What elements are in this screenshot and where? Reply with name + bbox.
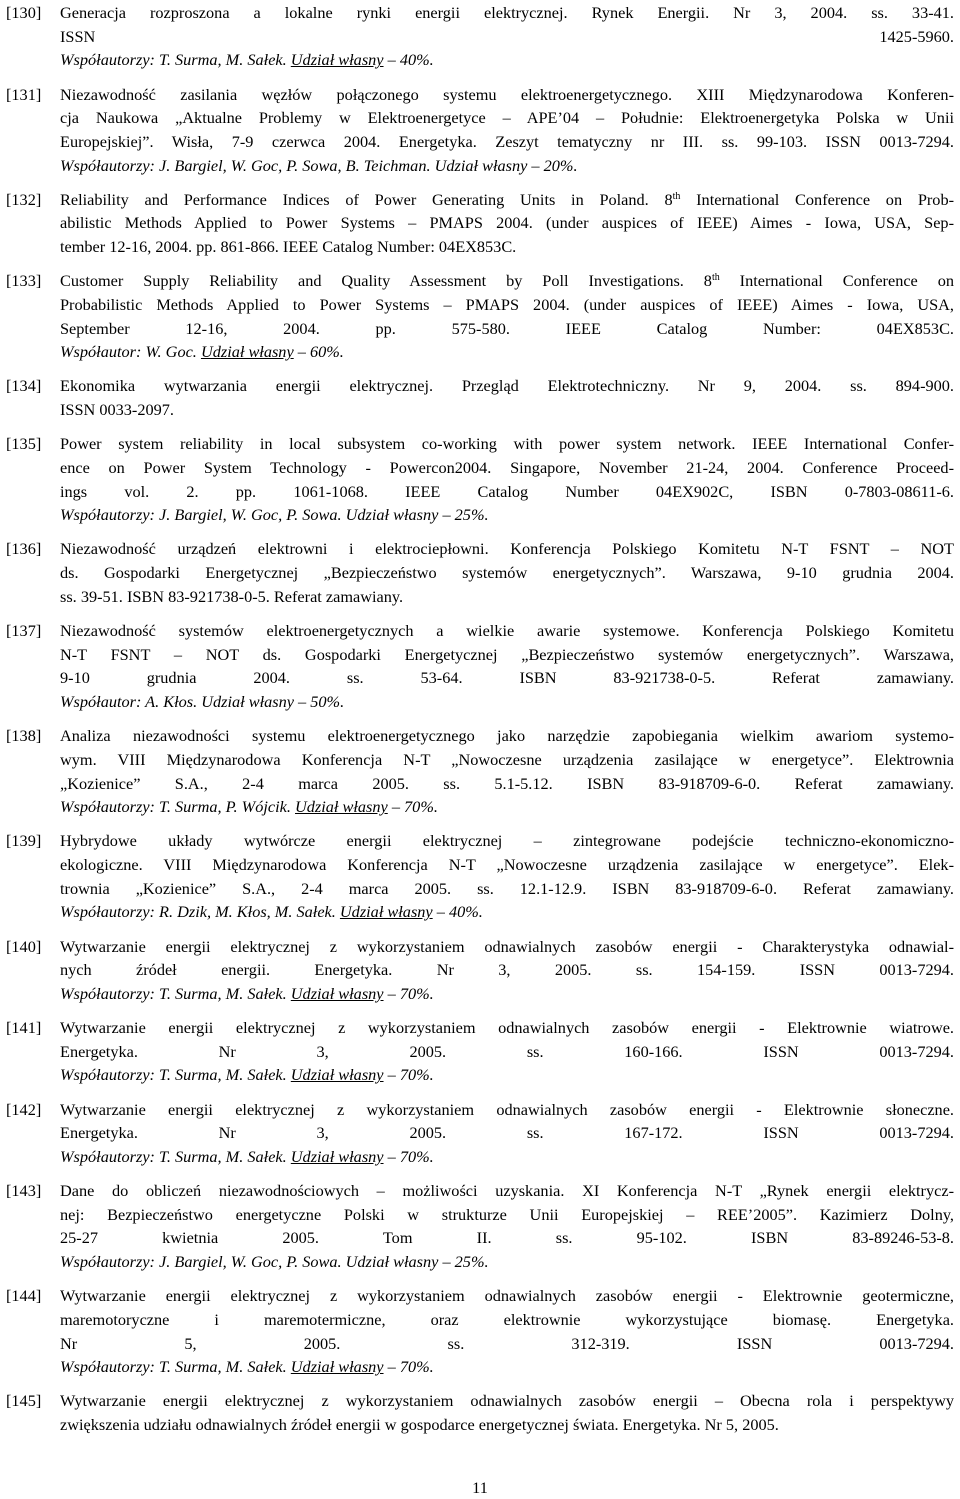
reference-text-segment: 9-10 grudnia 2004. ss. 53-64. ISBN 83-921738-0-5. Referat zamawiany. [60,668,954,688]
reference-entry [6,1,954,72]
reference-text-segment: Nr 5, 2005. ss. 312-319. ISSN 0013-7294. [60,1333,954,1353]
reference-text-segment: ISSN 1425-5960. [60,26,954,46]
reference-line [60,982,954,1006]
reference-text-segment: – 70%. [383,983,434,1003]
own-share-label: Udział własny [200,342,294,362]
reference-text-segment: Power system reliability in local subsystem co-working with power system network. IEEE International Confer- [60,434,954,454]
reference-line [60,1250,954,1274]
reference-text-segment: nej: Bezpieczeństwo energetyczne Polski w strukturze Unii Europejskiej – REE’2005”. Kazimierz Dolny, [60,1204,954,1224]
reference-line [60,537,954,561]
reference-text [60,829,954,924]
reference-line [60,1332,954,1356]
reference-line [60,1284,954,1308]
reference-text-segment: Reliability and Performance Indices of Power Generating Units in Poland. 8 [60,189,673,209]
reference-number: [137] [6,620,42,640]
reference-line [60,958,954,982]
reference-text-segment: Generacja rozproszona a lokalne rynki energii elektrycznej. Rynek Energii. Nr 3, 2004. ss. 33-41. [60,3,954,22]
reference-text [60,724,954,819]
reference-entry [6,1284,954,1379]
reference-entry [6,188,954,259]
reference-text-segment: ss. 39-51. ISBN 83-921738-0-5. Referat zamawiany. [60,586,404,606]
reference-text-segment: Europejskiej”. Wisła, 7-9 czerwca 2004. Energetyka. Zeszyt tematyczny nr III. ss. 99-103. ISSN 0013-7294. [60,131,954,151]
reference-text-segment: trownia „Kozienice” S.A., 2-4 marca 2005. ss. 12.1-12.9. ISBN 83-918709-6-0. Referat zamawiany. [60,878,954,898]
reference-text-segment: Współautorzy: T. Surma, M. Sałek. [60,1146,291,1166]
reference-line [60,1121,954,1145]
reference-text [60,432,954,527]
own-share-label: Udział własny [290,50,384,70]
reference-line [60,188,954,212]
reference-text-segment: abilistic Methods Applied to Power Systems – PMAPS 2004. (under auspices of IEEE) Aimes - Iowa, USA, Sep- [60,213,954,233]
reference-text [60,1,954,72]
reference-number: [133] [6,271,42,291]
own-share-label: Udział własny [290,983,384,1003]
reference-text-segment: Współautor: A. Kłos. Udział własny – 50%. [60,692,345,712]
reference-line [60,1098,954,1122]
reference-entry [6,432,954,527]
reference-line [60,480,954,504]
page-number: 11 [472,1478,488,1497]
reference-line [60,877,954,901]
reference-text-segment: Współautorzy: T. Surma, P. Wójcik. [60,797,296,817]
reference-number: [134] [6,376,42,396]
reference-line [60,1040,954,1064]
reference-line [60,25,954,49]
ordinal-superscript: th [672,190,681,202]
reference-text-segment: Wytwarzanie energii elektrycznej z wykorzystaniem odnawialnych zasobów energii - Charakterystyka odnawial- [60,936,954,956]
reference-entry [6,269,954,364]
reference-line [60,1145,954,1169]
reference-line [60,1389,954,1413]
reference-text-segment: ds. Gospodarki Energetycznej „Bezpieczeństwo systemów energetycznych”. Warszawa, 9-10 grudnia 2004. [60,563,954,583]
reference-line [60,317,954,341]
reference-number: [143] [6,1181,42,1201]
reference-line [60,619,954,643]
reference-line [60,130,954,154]
reference-text-segment: ekologiczne. VIII Międzynarodowa Konferencja N-T „Nowoczesne urządzenia zasilające w energetyce”. Elek- [60,855,954,875]
reference-entry [6,83,954,178]
reference-text-segment: ence on Power System Technology - Powercon2004. Singapore, November 21-24, 2004. Conference Proceed- [60,457,954,477]
reference-text-segment: ISSN 0033-2097. [60,400,174,420]
reference-line [60,1308,954,1332]
reference-line [60,1355,954,1379]
reference-text-segment: wym. VIII Międzynarodowa Konferencja N-T „Nowoczesne urządzenia zasilające w energetyce”. Elektrownia [60,749,954,769]
reference-line [60,1016,954,1040]
reference-text-segment: International Conference on Prob- [680,189,955,209]
reference-text-segment: Niezawodność zasilania węzłów połączonego systemu elektroenergetycznego. XIII Międzynarodowa Konferen- [60,84,954,104]
reference-text-segment: Współautorzy: J. Bargiel, W. Goc, P. Sowa, B. Teichman. Udział własny – 20%. [60,155,578,175]
reference-text-segment: Niezawodność systemów elektroenergetycznych a wielkie awarie systemowe. Konferencja Polskiego Komitetu [60,620,954,640]
reference-text-segment: zwiększenia udziału odnawialnych źródeł energii w gospodarce energetycznej świata. Energetyka. Nr 5, 2005. [60,1415,779,1435]
reference-text-segment: Wytwarzanie energii elektrycznej z wykorzystaniem odnawialnych zasobów energii - Elektrownie słoneczne. [60,1099,954,1119]
reference-line [60,1413,954,1437]
reference-line [60,293,954,317]
own-share-label: Udział własny [295,797,388,817]
reference-number: [130] [6,3,42,22]
reference-line [60,106,954,130]
reference-text-segment: Probabilistic Methods Applied to Power Systems – PMAPS 2004. (under auspices of IEEE) Aimes - Iowa, USA, [60,294,954,314]
reference-line [60,561,954,585]
reference-text [60,1284,954,1379]
reference-text-segment: Niezawodność urządzeń elektrowni i elektrociepłowni. Konferencja Polskiego Komitetu N-T FSNT – NOT [60,539,954,559]
reference-text-segment: Customer Supply Reliability and Quality Assessment by Poll Investigations. 8 [60,271,712,291]
reference-text-segment: 25-27 kwietnia 2005. Tom II. ss. 95-102. ISBN 83-89246-53-8. [60,1228,954,1248]
reference-text-segment: cja Naukowa „Aktualne Problemy w Elektroenergetyce – APE’04 – Południe: Elektroenergetyka Polska w Unii [60,108,954,128]
own-share-label: Udział własny [290,1065,384,1085]
reference-text-segment: – 70%. [387,797,438,817]
reference-text-segment: Wytwarzanie energii elektrycznej z wykorzystaniem odnawialnych zasobów energii - Elektrownie geotermiczne, [60,1286,954,1306]
reference-text-segment: ings vol. 2. pp. 1061-1068. IEEE Catalog Number 04EX902C, ISBN 0-7803-08611-6. [60,481,954,501]
reference-text [60,1016,954,1087]
reference-text [60,188,954,259]
reference-number: [135] [6,434,42,454]
reference-line [60,48,954,72]
reference-line [60,643,954,667]
reference-line [60,772,954,796]
reference-text-segment: Współautorzy: J. Bargiel, W. Goc, P. Sowa. Udział własny – 25%. [60,505,489,525]
reference-text [60,619,954,714]
reference-text-segment: Współautorzy: T. Surma, M. Sałek. [60,1357,291,1377]
reference-text [60,1389,954,1436]
reference-line [60,724,954,748]
reference-text-segment: Dane do obliczeń niezawodnościowych – możliwości uzyskania. XI Konferencja N-T „Rynek energii elektrycz- [60,1181,954,1201]
reference-entry [6,537,954,608]
own-share-label: Udział własny [290,1357,384,1377]
reference-line [60,340,954,364]
reference-entry [6,724,954,819]
reference-text-segment: Energetyka. Nr 3, 2005. ss. 160-166. ISSN 0013-7294. [60,1041,954,1061]
reference-text-segment: Współautorzy: T. Surma, M. Sałek. [60,983,291,1003]
reference-text-segment: N-T FSNT – NOT ds. Gospodarki Energetycznej „Bezpieczeństwo systemów energetycznych”. Warszawa, [60,644,954,664]
reference-entry [6,1389,954,1436]
reference-text-segment: Współautor: W. Goc. [60,342,201,362]
reference-number: [136] [6,539,42,559]
reference-line [60,269,954,293]
reference-text-segment: Współautorzy: R. Dzik, M. Kłos, M. Sałek. [60,902,340,922]
reference-text-segment: Współautorzy: T. Surma, M. Sałek. [60,50,291,70]
reference-text [60,269,954,364]
reference-entry [6,1016,954,1087]
reference-line [60,456,954,480]
reference-number: [139] [6,831,42,851]
reference-text-segment: maremotoryczne i maremotermiczne, oraz elektrownie wykorzystujące biomasę. Energetyka. [60,1309,954,1329]
reference-number: [141] [6,1018,42,1038]
reference-text-segment: – 70%. [383,1357,434,1377]
reference-number: [131] [6,84,42,104]
reference-text-segment: nych źródeł energii. Energetyka. Nr 3, 2005. ss. 154-159. ISSN 0013-7294. [60,960,954,980]
reference-number: [144] [6,1286,42,1306]
reference-text [60,83,954,178]
reference-line [60,935,954,959]
reference-text-segment: tember 12-16, 2004. pp. 861-866. IEEE Catalog Number: 04EX853C. [60,237,517,257]
reference-text-segment: – 70%. [383,1065,434,1085]
reference-text-segment: Współautorzy: T. Surma, M. Sałek. [60,1065,291,1085]
reference-line [60,900,954,924]
reference-line [60,1,954,25]
reference-text [60,1179,954,1274]
reference-text-segment: „Kozienice” S.A., 2-4 marca 2005. ss. 5.1-5.12. ISBN 83-918709-6-0. Referat zamawiany. [60,773,954,793]
reference-text-segment: Analiza niezawodności systemu elektroenergetycznego jako narzędzie zapobiegania wielkim awariom systemo- [60,726,954,746]
reference-line [60,1063,954,1087]
reference-line [60,829,954,853]
reference-line [60,1179,954,1203]
reference-entry [6,829,954,924]
reference-text-segment: – 40%. [432,902,483,922]
reference-entry [6,1179,954,1274]
reference-line [60,398,954,422]
reference-line [60,795,954,819]
reference-text-segment: – 40%. [383,50,434,70]
reference-text [60,1098,954,1169]
own-share-label: Udział własny [339,902,433,922]
reference-number: [138] [6,726,42,746]
reference-text-segment: Hybrydowe układy wytwórcze energii elektrycznej – zintegrowane podejście techniczno-ekonomiczno- [60,831,954,851]
own-share-label: Udział własny [290,1146,384,1166]
reference-line [60,235,954,259]
reference-entry [6,374,954,421]
reference-line [60,853,954,877]
reference-text [60,537,954,608]
reference-number: [132] [6,189,42,209]
reference-line [60,503,954,527]
reference-entry [6,935,954,1006]
reference-line [60,432,954,456]
reference-text-segment: September 12-16, 2004. pp. 575-580. IEEE Catalog Number: 04EX853C. [60,318,954,338]
reference-line [60,83,954,107]
reference-line [60,211,954,235]
reference-line [60,154,954,178]
reference-text [60,935,954,1006]
reference-number: [145] [6,1391,42,1411]
reference-text [60,374,954,421]
reference-text-segment: Energetyka. Nr 3, 2005. ss. 167-172. ISSN 0013-7294. [60,1123,954,1143]
reference-entry [6,1098,954,1169]
reference-text-segment: Ekonomika wytwarzania energii elektrycznej. Przegląd Elektrotechniczny. Nr 9, 2004. ss. 894-900. [60,376,954,396]
reference-text-segment: – 60%. [293,342,344,362]
reference-text-segment: Wytwarzanie energii elektrycznej z wykorzystaniem odnawialnych zasobów energii – Obecna rola i perspektywy [60,1391,954,1411]
reference-number: [142] [6,1099,42,1119]
reference-number: [140] [6,936,42,956]
reference-text-segment: Wytwarzanie energii elektrycznej z wykorzystaniem odnawialnych zasobów energii - Elektrownie wiatrowe. [60,1018,954,1038]
reference-text-segment: – 70%. [383,1146,434,1166]
ordinal-superscript: th [711,272,720,284]
reference-line [60,666,954,690]
reference-entry [6,619,954,714]
reference-line [60,690,954,714]
reference-line [60,374,954,398]
reference-line [60,1203,954,1227]
reference-line [60,585,954,609]
reference-line [60,748,954,772]
reference-list [6,1,954,1447]
reference-text-segment: International Conference on [719,271,954,291]
reference-text-segment: Współautorzy: J. Bargiel, W. Goc, P. Sowa. Udział własny – 25%. [60,1252,489,1272]
reference-line [60,1226,954,1250]
